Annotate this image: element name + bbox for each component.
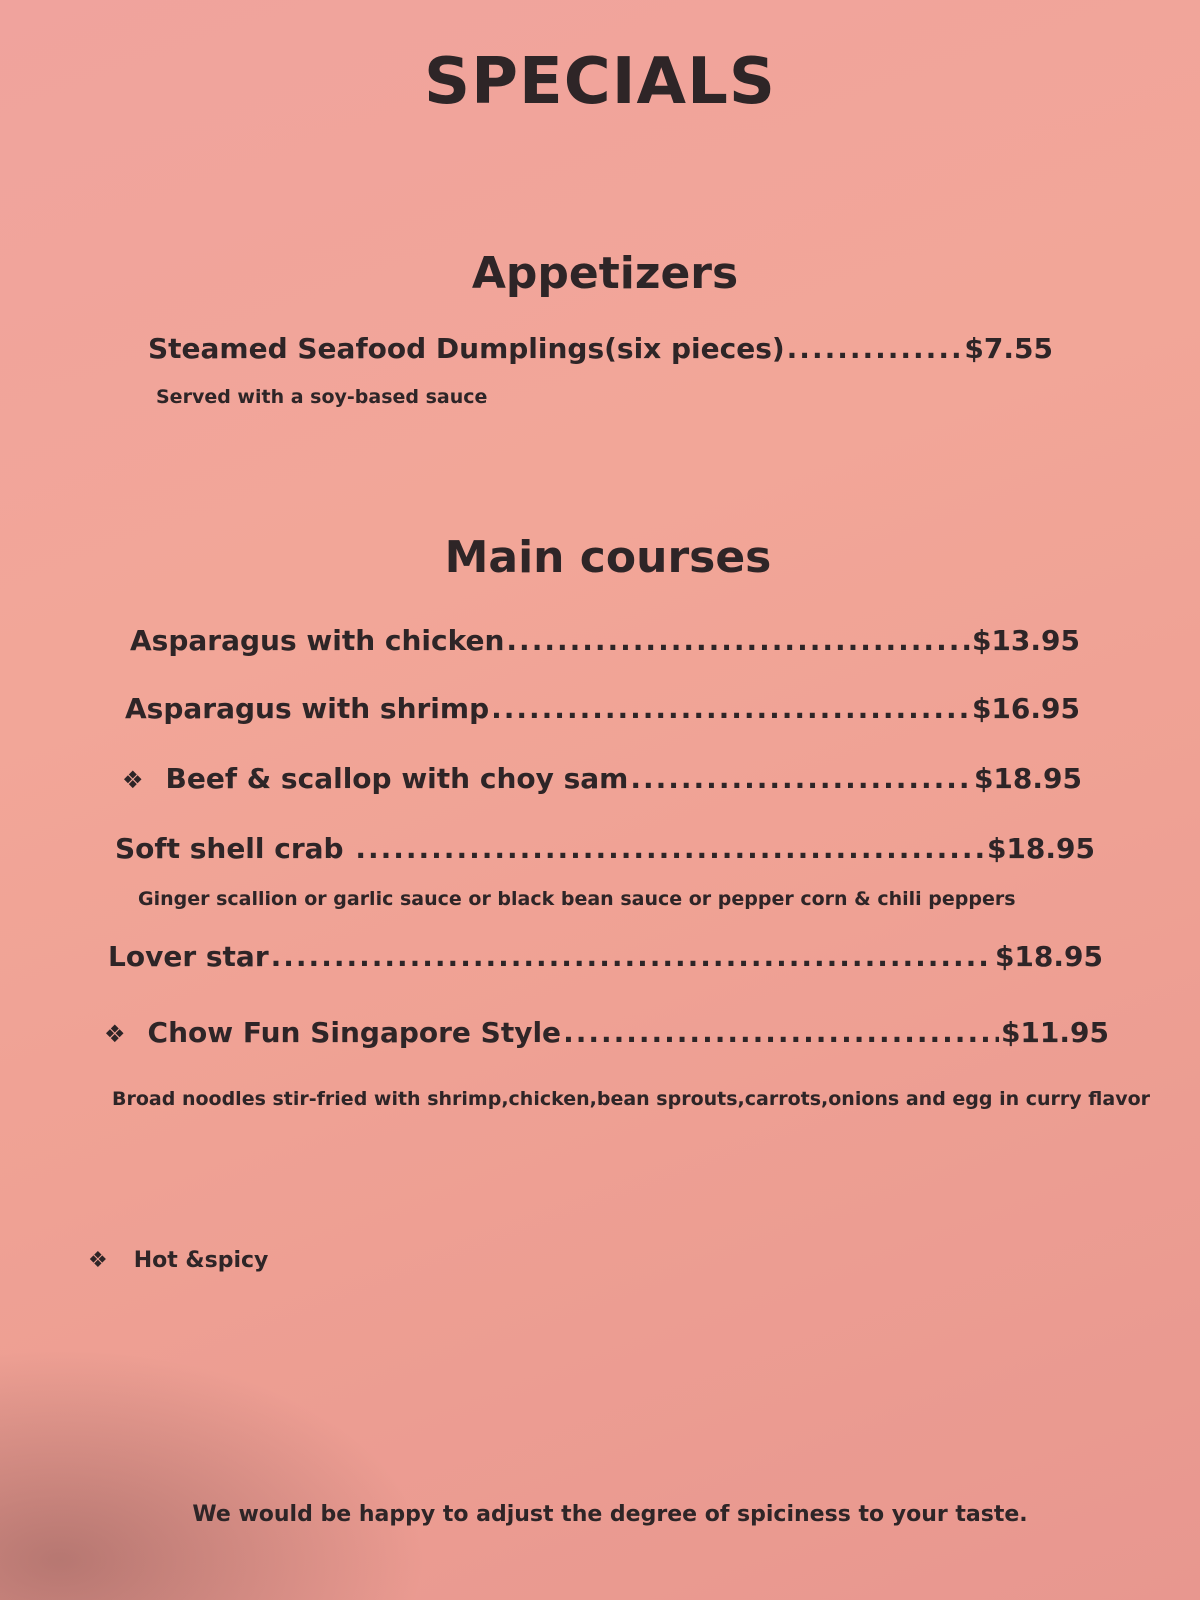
spicy-bullet-icon: ❖: [122, 766, 144, 794]
item-name: Asparagus with shrimp: [125, 692, 490, 725]
menu-item-beef-scallop: [122, 762, 1082, 795]
item-name: Lover star: [108, 940, 269, 973]
dot-leader: [271, 940, 993, 973]
dot-leader: [355, 832, 985, 865]
footer-note: We would be happy to adjust the degree of spiciness to your taste.: [192, 1502, 1028, 1527]
item-description-chow-fun: Broad noodles stir-fried with shrimp,chicken,bean sprouts,carrots,onions and egg in curry flavor: [112, 1088, 1151, 1110]
menu-item-lover-star: [108, 940, 1103, 973]
dot-leader: [506, 624, 970, 657]
menu-item-asparagus-chicken: [130, 624, 1080, 657]
item-price: $18.95: [994, 940, 1103, 973]
item-price: $18.95: [986, 832, 1095, 865]
section-heading-appetizers: Appetizers: [471, 248, 739, 299]
menu-item-dumplings: [148, 332, 1053, 365]
spicy-bullet-icon: ❖: [88, 1248, 108, 1273]
item-name: Beef & scallop with choy sam: [165, 762, 629, 795]
menu-item-chow-fun: [104, 1016, 1109, 1049]
spicy-legend: [88, 1248, 268, 1273]
dot-leader: [491, 692, 970, 725]
page-title: SPECIALS: [424, 45, 776, 119]
legend-label: Hot &spicy: [133, 1248, 269, 1273]
item-price: $13.95: [971, 624, 1080, 657]
section-heading-main-courses: Main courses: [444, 532, 772, 583]
dot-leader: [630, 762, 972, 795]
menu-item-asparagus-shrimp: [125, 692, 1080, 725]
item-description-dumplings: Served with a soy-based sauce: [156, 386, 488, 408]
item-name: Asparagus with chicken: [130, 624, 505, 657]
item-price: $11.95: [1000, 1016, 1109, 1049]
dot-leader: [787, 332, 963, 365]
spicy-bullet-icon: ❖: [104, 1020, 126, 1048]
item-name: Steamed Seafood Dumplings(six pieces): [148, 332, 785, 365]
dot-leader: [563, 1016, 999, 1049]
item-name: Soft shell crab: [115, 832, 354, 865]
item-name: Chow Fun Singapore Style: [147, 1016, 562, 1049]
item-price: $7.55: [964, 332, 1053, 365]
item-description-soft-shell-crab: Ginger scallion or garlic sauce or black bean sauce or pepper corn & chili peppers: [138, 888, 1016, 910]
item-price: $18.95: [973, 762, 1082, 795]
item-price: $16.95: [971, 692, 1080, 725]
menu-item-soft-shell-crab: [115, 832, 1095, 865]
